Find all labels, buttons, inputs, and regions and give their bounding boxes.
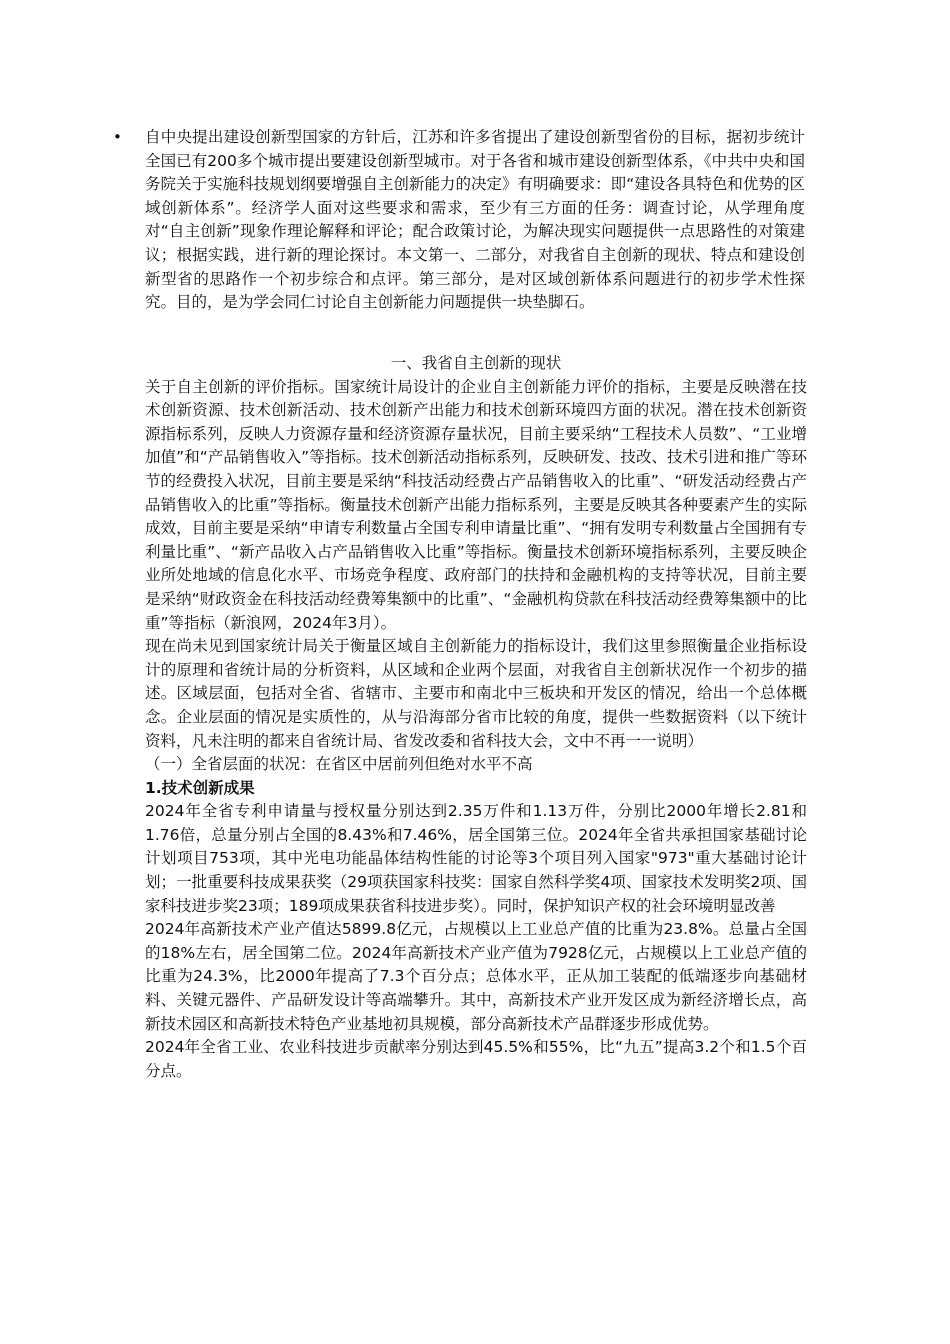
section-title: 一、我省自主创新的现状 [390,354,562,372]
document-body [145,352,807,1083]
paragraph-patents: 2024年全省专利申请量与授权量分别达到2.35万件和1.13万件，分别比2000年增长2.81和1.76倍，总量分别占全国的8.43%和7.46%，居全国第三位。2024年全省共承担国家基础讨论计划项目753项，其中光电功能晶体结构性能的讨论等3个项目列入国家"973"重大基础讨论计划；一批重要科技成果获奖（29项获国家科技奖：国家自然科学奖4项、国家技术发明奖2项、国家科技进步奖23项；189项成果获省科技进步奖）。同时，保护知识产权的社会环境明显改善 [145,802,807,915]
paragraph-hightech-output: 2024年高新技术产业产值达5899.8亿元，占规模以上工业总产值的比重为23.8%。总量占全国的18%左右，居全国第二位。2024年高新技术产业产值为7928亿元，占规模以上工业总产值的比重为24.3%，比2000年提高了7.3个百分点；总体水平，正从加工装配的低端逐步向基础材料、关键元器件、产品研发设计等高端攀升。其中，高新技术产业开发区成为新经济增长点，高新技术园区和高新技术特色产业基地初具规模，部分高新技术产品群逐步形成优势。 [145,920,807,1033]
paragraph-regional-description: 现在尚未见到国家统计局关于衡量区域自主创新能力的指标设计，我们这里参照衡量企业指标设计的原理和省统计局的分析资料，从区域和企业两个层面，对我省自主创新状况作一个初步的描述。区域层面，包括对全省、省辖市、主要市和南北中三板块和开发区的情况，给出一个总体概念。企业层面的情况是实质性的，从与沿海部分省市比较的角度，提供一些数据资料（以下统计资料，凡未注明的都来自省统计局、省发改委和省科技大会，文中不再一一说明） [145,637,807,750]
subsection-title: （一）全省层面的状况：在省区中居前列但绝对水平不高 [145,755,533,774]
paragraph-tech-contribution: 2024年全省工业、农业科技进步贡献率分别达到45.5%和55%，比“九五”提高3.2个和1.5个百分点。 [145,1038,807,1080]
subsubsection-title: 1.技术创新成果 [145,778,255,797]
intro-paragraph: 自中央提出建设创新型国家的方针后，江苏和许多省提出了建设创新型省份的目标，据初步统计全国已有200多个城市提出要建设创新型城市。对于各省和城市建设创新型体系，《中共中央和国务院关于实施科技规划纲要增强自主创新能力的决定》有明确要求：即“建设各具特色和优势的区域创新体系”。经济学人面对这些要求和需求，至少有三方面的任务：调查讨论，从学理角度对“自主创新”现象作理论解释和评论；配合政策讨论，为解决现实问题提供一点思路性的对策建议；根据实践，进行新的理论探讨。本文第一、二部分，对我省自主创新的现状、特点和建设创新型省的思路作一个初步综合和点评。第三部分，是对区域创新体系问题进行的初步学术性探究。目的，是为学会同仁讨论自主创新能力问题提供一块垫脚石。 [145,128,805,312]
paragraph-evaluation-indicators: 关于自主创新的评价指标。国家统计局设计的企业自主创新能力评价的指标，主要是反映潜在技术创新资源、技术创新活动、技术创新产出能力和技术创新环境四方面的状况。潜在技术创新资源指标系列，反映人力资源存量和经济资源存量状况，目前主要采纳“工程技术人员数”、“工业增加值”和“产品销售收入”等指标。技术创新活动指标系列，反映研发、技改、技术引进和推广等环节的经费投入状况，目前主要是采纳“科技活动经费占产品销售收入的比重”、“研发活动经费占产品销售收入的比重”等指标。衡量技术创新产出能力指标系列，主要是反映其各种要素产生的实际成效，目前主要是采纳“申请专利数量占全国专利申请量比重”、“拥有发明专利数量占全国拥有专利量比重”、“新产品收入占产品销售收入比重”等指标。衡量技术创新环境指标系列，主要反映企业所处地域的信息化水平、市场竞争程度、政府部门的扶持和金融机构的支持等状况，目前主要是采纳“财政资金在科技活动经费筹集额中的比重”、“金融机构贷款在科技活动经费筹集额中的比重”等指标（新浪网，2024年3月）。 [145,377,807,632]
bullet-icon: • [113,128,122,146]
